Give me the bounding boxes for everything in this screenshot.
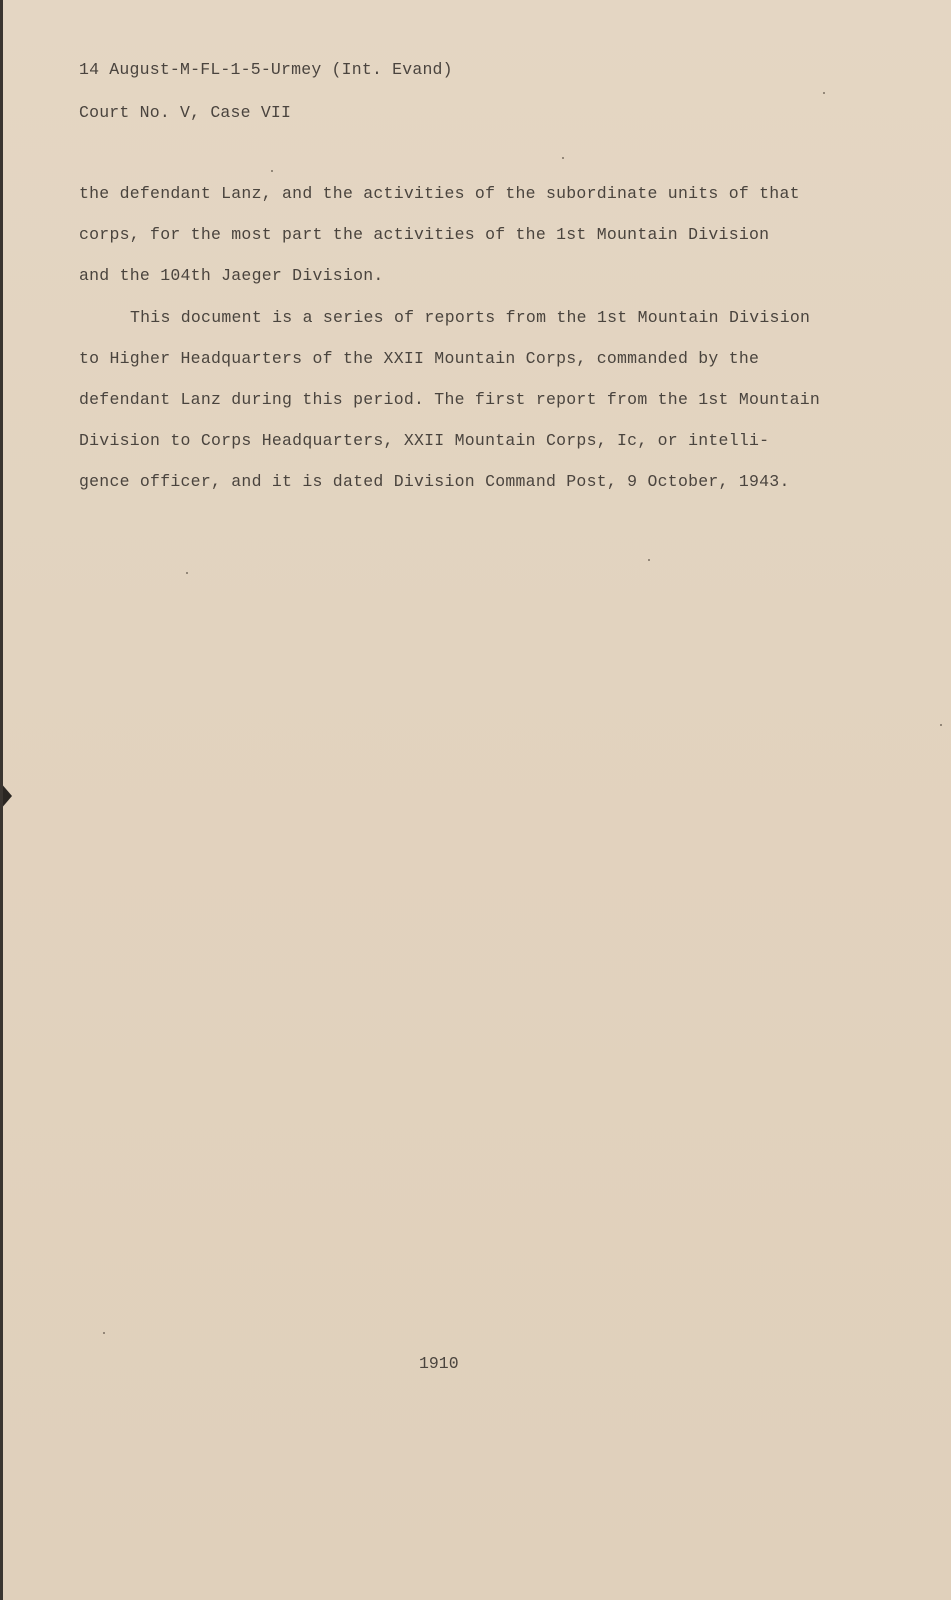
body-line: corps, for the most part the activities of the 1st Mountain Division xyxy=(79,225,770,244)
document-header-line-1: 14 August-M-FL-1-5-Urmey (Int. Evand) xyxy=(79,60,453,79)
paper-speck xyxy=(940,724,942,726)
paper-speck xyxy=(562,157,564,159)
paper-speck xyxy=(648,559,650,561)
body-line: the defendant Lanz, and the activities of the subordinate units of that xyxy=(79,184,800,203)
binding-notch xyxy=(0,782,12,810)
body-line: to Higher Headquarters of the XXII Mountain Corps, commanded by the xyxy=(79,349,760,368)
paper-speck xyxy=(271,170,273,172)
document-header-line-2: Court No. V, Case VII xyxy=(79,103,292,122)
body-line: gence officer, and it is dated Division Command Post, 9 October, 1943. xyxy=(79,472,790,491)
paper-speck xyxy=(823,92,825,94)
page-number: 1910 xyxy=(419,1354,459,1373)
paper-speck xyxy=(103,1332,105,1334)
body-line: defendant Lanz during this period. The first report from the 1st Mountain xyxy=(79,390,821,409)
paper-speck xyxy=(186,572,188,574)
body-line: and the 104th Jaeger Division. xyxy=(79,266,384,285)
body-line: This document is a series of reports from the 1st Mountain Division xyxy=(130,308,811,327)
body-line: Division to Corps Headquarters, XXII Mountain Corps, Ic, or intelli- xyxy=(79,431,770,450)
